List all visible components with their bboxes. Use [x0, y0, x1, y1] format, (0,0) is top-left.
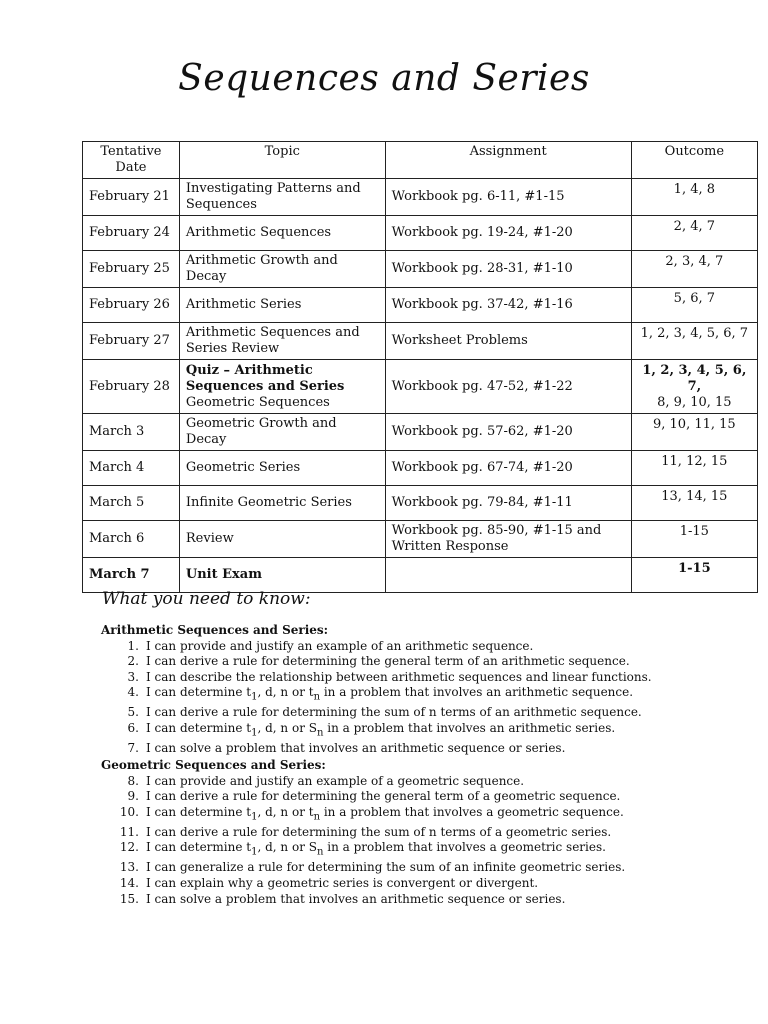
cell-outcome: 5, 6, 7 — [631, 288, 757, 323]
table-row — [83, 288, 758, 323]
cell-outcome: 1-15 — [631, 521, 757, 558]
topic-outcomes: 8, 9, 10, 15 — [657, 395, 732, 410]
subscript: n — [313, 811, 321, 823]
item-number: 15. — [119, 891, 139, 906]
cell-assignment: Workbook pg. 47-52, #1-22 — [385, 360, 631, 414]
text-part: in a problem that involves a geometric series. — [323, 840, 606, 855]
cell-topic: Review — [179, 521, 385, 558]
item-text: I can generalize a rule for determining the sum of an infinite geometric series. — [146, 860, 626, 875]
cell-outcome: 9, 10, 11, 15 — [631, 414, 757, 451]
cell-outcome: 13, 14, 15 — [631, 486, 757, 521]
item-text: I can describe the relationship between arithmetic sequences and linear functions. — [146, 669, 652, 684]
text-part: in a problem that involves a geometric sequence. — [320, 804, 624, 819]
list-item — [101, 705, 652, 721]
cell-assignment: Workbook pg. 85-90, #1-15 and Written Response — [385, 521, 631, 558]
outcome-list — [101, 774, 625, 908]
item-number: 8. — [127, 773, 139, 788]
item-number: 1. — [127, 638, 139, 653]
cell-outcome: 1-15 — [631, 558, 757, 593]
header-assignment: Assignment — [385, 142, 631, 179]
cell-date: February 21 — [83, 179, 180, 216]
cell-date: March 6 — [83, 521, 180, 558]
item-text: I can derive a rule for determining the sum of n terms of an arithmetic sequence. — [146, 705, 642, 720]
item-text: I can derive a rule for determining the sum of n terms of a geometric series. — [146, 824, 612, 839]
item-text: I can solve a problem that involves an arithmetic sequence or series. — [146, 740, 566, 755]
subscript: n — [313, 691, 321, 703]
list-item — [101, 639, 652, 655]
cell-assignment — [385, 558, 631, 593]
cell-date: March 3 — [83, 414, 180, 451]
cell-topic: Infinite Geometric Series — [179, 486, 385, 521]
item-number: 5. — [127, 705, 139, 720]
cell-date: February 25 — [83, 251, 180, 288]
cell-topic: Arithmetic Sequences — [179, 216, 385, 251]
list-item — [101, 685, 652, 705]
item-text: I can provide and justify an example of a geometric sequence. — [146, 773, 525, 788]
text-part: I can determine t — [146, 840, 252, 855]
list-item — [101, 805, 625, 825]
table-row — [83, 251, 758, 288]
header-outcome: Outcome — [631, 142, 757, 179]
table-row — [83, 451, 758, 486]
cell-topic: Geometric Series — [179, 451, 385, 486]
schedule-table — [82, 141, 758, 593]
know-heading: What you need to know: — [102, 589, 311, 609]
cell-assignment: Workbook pg. 6-11, #1-15 — [385, 179, 631, 216]
arithmetic-section — [101, 623, 652, 757]
cell-outcome: 1, 2, 3, 4, 5, 6, 7 — [631, 323, 757, 360]
list-item — [101, 840, 625, 860]
list-item — [101, 741, 652, 757]
subscript: n — [316, 846, 324, 858]
cell-topic: Geometric Growth and Decay — [179, 414, 385, 451]
item-text: I can derive a rule for determining the general term of an arithmetic sequence. — [146, 654, 630, 669]
text-part: I can determine t — [146, 720, 252, 735]
cell-topic: Arithmetic Growth and Decay — [179, 251, 385, 288]
item-text — [146, 805, 624, 825]
table-row — [83, 216, 758, 251]
geometric-section — [101, 758, 625, 907]
section-title: Geometric Sequences and Series: — [101, 758, 326, 772]
item-number: 9. — [127, 789, 139, 804]
item-number: 12. — [119, 840, 139, 855]
text-part: in a problem that involves an arithmetic sequence. — [320, 685, 634, 700]
list-item — [101, 789, 625, 805]
quiz-label: Quiz – Arithmetic Sequences and Series — [185, 362, 345, 394]
cell-date: February 26 — [83, 288, 180, 323]
cell-outcome — [631, 360, 757, 414]
cell-date: February 24 — [83, 216, 180, 251]
table-row — [83, 360, 758, 414]
item-number: 3. — [127, 669, 139, 684]
cell-topic — [179, 360, 385, 414]
item-number: 7. — [127, 740, 139, 755]
cell-topic: Unit Exam — [179, 558, 385, 593]
list-item — [101, 774, 625, 790]
item-text: I can solve a problem that involves an arithmetic sequence or series. — [146, 891, 566, 906]
list-item — [101, 721, 652, 741]
item-text — [146, 721, 615, 741]
table-row — [83, 521, 758, 558]
item-text: I can provide and justify an example of an arithmetic sequence. — [146, 638, 534, 653]
cell-outcome: 2, 3, 4, 7 — [631, 251, 757, 288]
item-text — [146, 840, 606, 860]
cell-date: March 5 — [83, 486, 180, 521]
table-header-row — [83, 142, 758, 179]
cell-topic: Arithmetic Series — [179, 288, 385, 323]
table-row — [83, 486, 758, 521]
cell-outcome: 11, 12, 15 — [631, 451, 757, 486]
table-row — [83, 414, 758, 451]
cell-assignment: Workbook pg. 28-31, #1-10 — [385, 251, 631, 288]
cell-assignment: Workbook pg. 79-84, #1-11 — [385, 486, 631, 521]
section-title: Arithmetic Sequences and Series: — [101, 623, 329, 637]
subscript: 1 — [251, 727, 258, 739]
item-text — [146, 685, 633, 705]
quiz-outcomes: 1, 2, 3, 4, 5, 6, 7, — [642, 363, 747, 394]
outcome-list — [101, 639, 652, 757]
item-number: 11. — [119, 824, 139, 839]
text-part: I can determine t — [146, 685, 252, 700]
cell-topic: Arithmetic Sequences and Series Review — [179, 323, 385, 360]
list-item — [101, 825, 625, 841]
subscript: 1 — [251, 691, 258, 703]
cell-assignment: Workbook pg. 19-24, #1-20 — [385, 216, 631, 251]
text-part: , d, n or t — [257, 685, 314, 700]
cell-assignment: Workbook pg. 57-62, #1-20 — [385, 414, 631, 451]
item-number: 13. — [119, 860, 139, 875]
item-number: 14. — [119, 875, 139, 890]
item-text: I can explain why a geometric series is convergent or divergent. — [146, 875, 539, 890]
list-item — [101, 654, 652, 670]
cell-topic: Investigating Patterns and Sequences — [179, 179, 385, 216]
subscript: 1 — [251, 846, 258, 858]
header-date: Tentative Date — [83, 142, 180, 179]
header-topic: Topic — [179, 142, 385, 179]
table-row — [83, 323, 758, 360]
item-number: 4. — [127, 685, 139, 700]
item-text: I can derive a rule for determining the general term of a geometric sequence. — [146, 789, 621, 804]
item-number: 2. — [127, 654, 139, 669]
text-part: , d, n or S — [257, 840, 317, 855]
list-item — [101, 670, 652, 686]
cell-assignment: Workbook pg. 67-74, #1-20 — [385, 451, 631, 486]
cell-outcome: 1, 4, 8 — [631, 179, 757, 216]
cell-outcome: 2, 4, 7 — [631, 216, 757, 251]
cell-assignment: Worksheet Problems — [385, 323, 631, 360]
table-row — [83, 558, 758, 593]
item-number: 6. — [127, 720, 139, 735]
cell-assignment: Workbook pg. 37-42, #1-16 — [385, 288, 631, 323]
list-item — [101, 892, 625, 908]
text-part: in a problem that involves an arithmetic series. — [323, 720, 616, 735]
cell-date: March 4 — [83, 451, 180, 486]
cell-date: February 27 — [83, 323, 180, 360]
cell-date: March 7 — [83, 558, 180, 593]
topic-label: Geometric Sequences — [185, 394, 330, 410]
subscript: 1 — [251, 811, 258, 823]
cell-date: February 28 — [83, 360, 180, 414]
item-number: 10. — [119, 804, 139, 819]
text-part: I can determine t — [146, 804, 252, 819]
text-part: , d, n or t — [257, 804, 314, 819]
page-title: Sequences and Series — [178, 58, 590, 99]
table-row — [83, 179, 758, 216]
text-part: , d, n or S — [257, 720, 317, 735]
list-item — [101, 860, 625, 876]
list-item — [101, 876, 625, 892]
subscript: n — [316, 727, 324, 739]
